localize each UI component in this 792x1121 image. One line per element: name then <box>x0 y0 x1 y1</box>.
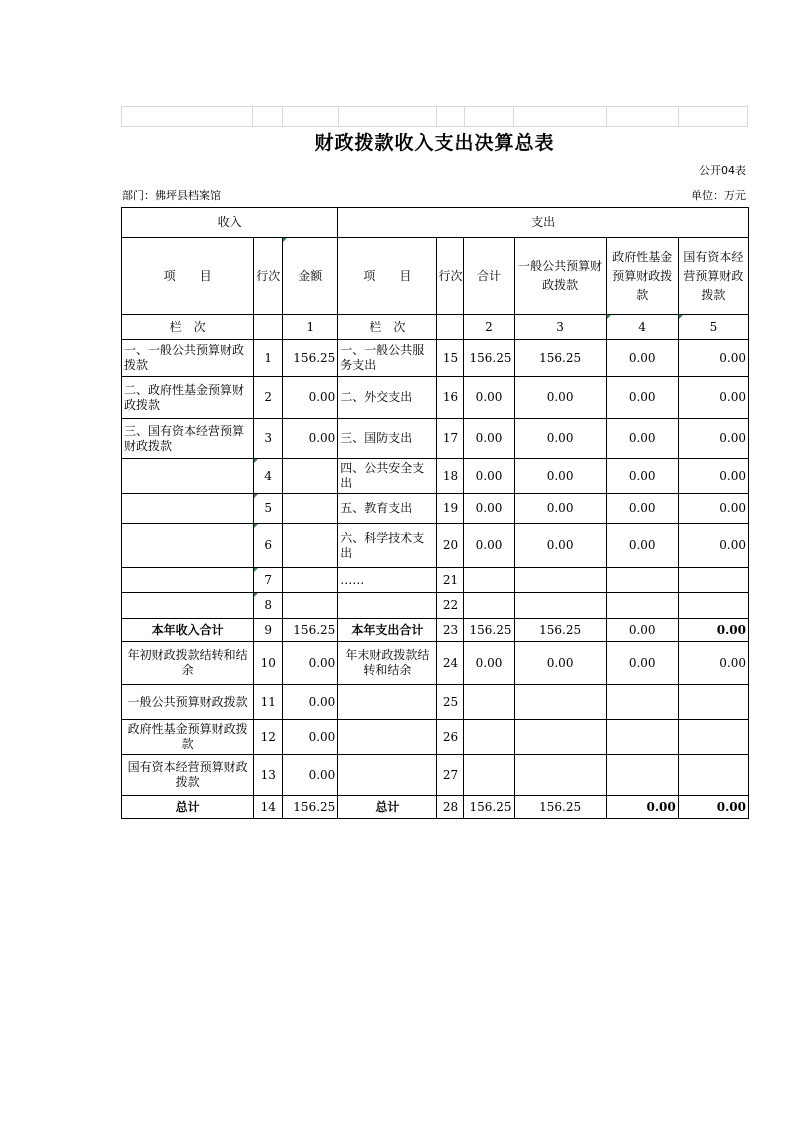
income-amount: 156.25 <box>283 619 338 642</box>
expense-total: 0.00 <box>464 524 514 568</box>
financial-summary-table <box>121 207 749 819</box>
fund-budget-value <box>606 755 678 796</box>
expense-item-header: 项 目 <box>338 238 437 315</box>
general-budget-value <box>514 755 606 796</box>
income-row-no: 10 <box>254 642 283 685</box>
income-item <box>122 459 254 494</box>
fund-budget-value: 0.00 <box>606 796 678 819</box>
state-capital-value: 0.00 <box>678 619 748 642</box>
income-amount: 0.00 <box>283 685 338 720</box>
income-row-no: 7 <box>254 568 283 593</box>
sheet-grid-top-row <box>121 106 748 127</box>
expense-total: 156.25 <box>464 619 514 642</box>
income-row-no: 9 <box>254 619 283 642</box>
expense-item: 五、教育支出 <box>338 494 437 524</box>
column-index-row <box>122 315 749 340</box>
expense-item: 六、科学技术支出 <box>338 524 437 568</box>
state-capital-value <box>678 720 748 755</box>
income-item <box>122 494 254 524</box>
general-budget-value: 156.25 <box>514 619 606 642</box>
income-row-no: 12 <box>254 720 283 755</box>
col-index-2: 2 <box>464 315 514 340</box>
expense-item <box>338 720 437 755</box>
expense-row-no: 16 <box>437 377 464 419</box>
income-amount <box>283 593 338 619</box>
col-index-blank <box>437 315 464 340</box>
col-label-income: 栏 次 <box>122 315 254 340</box>
col-index-5: 5 <box>678 315 748 340</box>
general-budget-value: 0.00 <box>514 524 606 568</box>
fund-budget-value: 0.00 <box>606 619 678 642</box>
table-row-grand-total <box>122 796 749 819</box>
income-item <box>122 593 254 619</box>
expense-row-no: 24 <box>437 642 464 685</box>
income-amount: 156.25 <box>283 340 338 377</box>
expense-total <box>464 685 514 720</box>
expense-item: 四、公共安全支出 <box>338 459 437 494</box>
income-amount <box>283 524 338 568</box>
fund-budget-header: 政府性基金预算财政拨款 <box>606 238 678 315</box>
general-budget-value <box>514 568 606 593</box>
fund-budget-value: 0.00 <box>606 419 678 459</box>
income-header: 收入 <box>122 208 338 238</box>
expense-total <box>464 593 514 619</box>
expense-total: 156.25 <box>464 340 514 377</box>
income-amount-header: 金额 <box>283 238 338 315</box>
income-row-no: 5 <box>254 494 283 524</box>
expense-header: 支出 <box>338 208 749 238</box>
expense-item <box>338 685 437 720</box>
income-item: 二、政府性基金预算财政拨款 <box>122 377 254 419</box>
table-row <box>122 685 749 720</box>
expense-item: 总计 <box>338 796 437 819</box>
expense-row-no: 18 <box>437 459 464 494</box>
fund-budget-value <box>606 568 678 593</box>
general-budget-value: 0.00 <box>514 377 606 419</box>
income-item: 一般公共预算财政拨款 <box>122 685 254 720</box>
income-item-header: 项 目 <box>122 238 254 315</box>
income-row-no: 6 <box>254 524 283 568</box>
report-title: 财政拨款收入支出决算总表 <box>314 132 555 154</box>
income-item: 三、国有资本经营预算财政拨款 <box>122 419 254 459</box>
expense-row-no: 25 <box>437 685 464 720</box>
state-capital-value <box>678 685 748 720</box>
income-row-no: 3 <box>254 419 283 459</box>
state-capital-value: 0.00 <box>678 524 748 568</box>
fund-budget-value: 0.00 <box>606 524 678 568</box>
expense-row-no: 15 <box>437 340 464 377</box>
income-row-no: 13 <box>254 755 283 796</box>
general-budget-value <box>514 720 606 755</box>
fund-budget-value <box>606 720 678 755</box>
general-budget-value <box>514 685 606 720</box>
state-capital-value <box>678 593 748 619</box>
col-index-3: 3 <box>514 315 606 340</box>
form-number: 公开04表 <box>699 164 746 177</box>
income-item: 国有资本经营预算财政拨款 <box>122 755 254 796</box>
header-column-row <box>122 238 749 315</box>
income-item: 一、一般公共预算财政拨款 <box>122 340 254 377</box>
expense-row-no: 21 <box>437 568 464 593</box>
state-capital-value: 0.00 <box>678 377 748 419</box>
state-capital-value <box>678 755 748 796</box>
expense-row-no: 28 <box>437 796 464 819</box>
expense-total <box>464 568 514 593</box>
income-row-no: 1 <box>254 340 283 377</box>
income-item <box>122 524 254 568</box>
table-row <box>122 593 749 619</box>
state-capital-value: 0.00 <box>678 459 748 494</box>
income-item: 政府性基金预算财政拨款 <box>122 720 254 755</box>
income-item <box>122 568 254 593</box>
table-row-subtotal <box>122 619 749 642</box>
general-budget-value: 0.00 <box>514 419 606 459</box>
state-capital-value: 0.00 <box>678 340 748 377</box>
fund-budget-value <box>606 685 678 720</box>
income-row-no: 11 <box>254 685 283 720</box>
income-item: 本年收入合计 <box>122 619 254 642</box>
general-budget-value: 156.25 <box>514 340 606 377</box>
department-label: 部门：佛坪县档案馆 <box>122 189 221 202</box>
expense-item: 一、一般公共服务支出 <box>338 340 437 377</box>
expense-row-no: 19 <box>437 494 464 524</box>
income-amount: 0.00 <box>283 755 338 796</box>
expense-total: 0.00 <box>464 494 514 524</box>
expense-total <box>464 720 514 755</box>
table-row <box>122 755 749 796</box>
general-budget-value: 156.25 <box>514 796 606 819</box>
expense-row-no: 17 <box>437 419 464 459</box>
expense-row-no: 22 <box>437 593 464 619</box>
general-budget-value <box>514 593 606 619</box>
income-rowno-header: 行次 <box>254 238 283 315</box>
table-row <box>122 419 749 459</box>
expense-rowno-header: 行次 <box>437 238 464 315</box>
income-row-no: 2 <box>254 377 283 419</box>
state-capital-value: 0.00 <box>678 642 748 685</box>
table-row <box>122 720 749 755</box>
table-row <box>122 524 749 568</box>
expense-total <box>464 755 514 796</box>
expense-item <box>338 593 437 619</box>
general-budget-value: 0.00 <box>514 459 606 494</box>
col-index-blank <box>254 315 283 340</box>
state-capital-value <box>678 568 748 593</box>
table-row <box>122 642 749 685</box>
fund-budget-value: 0.00 <box>606 377 678 419</box>
income-amount: 0.00 <box>283 419 338 459</box>
expense-total: 0.00 <box>464 642 514 685</box>
expense-total: 0.00 <box>464 377 514 419</box>
income-amount: 0.00 <box>283 642 338 685</box>
income-amount <box>283 494 338 524</box>
expense-row-no: 26 <box>437 720 464 755</box>
table-row <box>122 340 749 377</box>
state-capital-value: 0.00 <box>678 494 748 524</box>
col-index-1: 1 <box>283 315 338 340</box>
expense-item: 年末财政拨款结转和结余 <box>338 642 437 685</box>
income-amount <box>283 459 338 494</box>
table-row <box>122 377 749 419</box>
expense-item: 二、外交支出 <box>338 377 437 419</box>
fund-budget-value: 0.00 <box>606 340 678 377</box>
income-amount: 0.00 <box>283 720 338 755</box>
general-budget-value: 0.00 <box>514 642 606 685</box>
general-budget-value: 0.00 <box>514 494 606 524</box>
income-row-no: 4 <box>254 459 283 494</box>
income-row-no: 8 <box>254 593 283 619</box>
expense-total: 0.00 <box>464 459 514 494</box>
table-row <box>122 459 749 494</box>
fund-budget-value: 0.00 <box>606 642 678 685</box>
expense-total: 156.25 <box>464 796 514 819</box>
expense-row-no: 27 <box>437 755 464 796</box>
expense-item: 三、国防支出 <box>338 419 437 459</box>
header-group-row <box>122 208 749 238</box>
income-row-no: 14 <box>254 796 283 819</box>
expense-row-no: 20 <box>437 524 464 568</box>
table-row <box>122 494 749 524</box>
expense-item <box>338 755 437 796</box>
table-row <box>122 568 749 593</box>
col-label-expense: 栏 次 <box>338 315 437 340</box>
col-index-4: 4 <box>606 315 678 340</box>
income-amount: 0.00 <box>283 377 338 419</box>
fund-budget-value <box>606 593 678 619</box>
fund-budget-value: 0.00 <box>606 459 678 494</box>
income-item: 总计 <box>122 796 254 819</box>
expense-item: …… <box>338 568 437 593</box>
state-capital-value: 0.00 <box>678 419 748 459</box>
income-item: 年初财政拨款结转和结余 <box>122 642 254 685</box>
expense-total-header: 合计 <box>464 238 514 315</box>
expense-item: 本年支出合计 <box>338 619 437 642</box>
expense-total: 0.00 <box>464 419 514 459</box>
general-budget-header: 一般公共预算财政拨款 <box>514 238 606 315</box>
expense-row-no: 23 <box>437 619 464 642</box>
fund-budget-value: 0.00 <box>606 494 678 524</box>
state-capital-header: 国有资本经营预算财政拨款 <box>678 238 748 315</box>
income-amount <box>283 568 338 593</box>
unit-label: 单位：万元 <box>691 189 746 202</box>
state-capital-value: 0.00 <box>678 796 748 819</box>
income-amount: 156.25 <box>283 796 338 819</box>
